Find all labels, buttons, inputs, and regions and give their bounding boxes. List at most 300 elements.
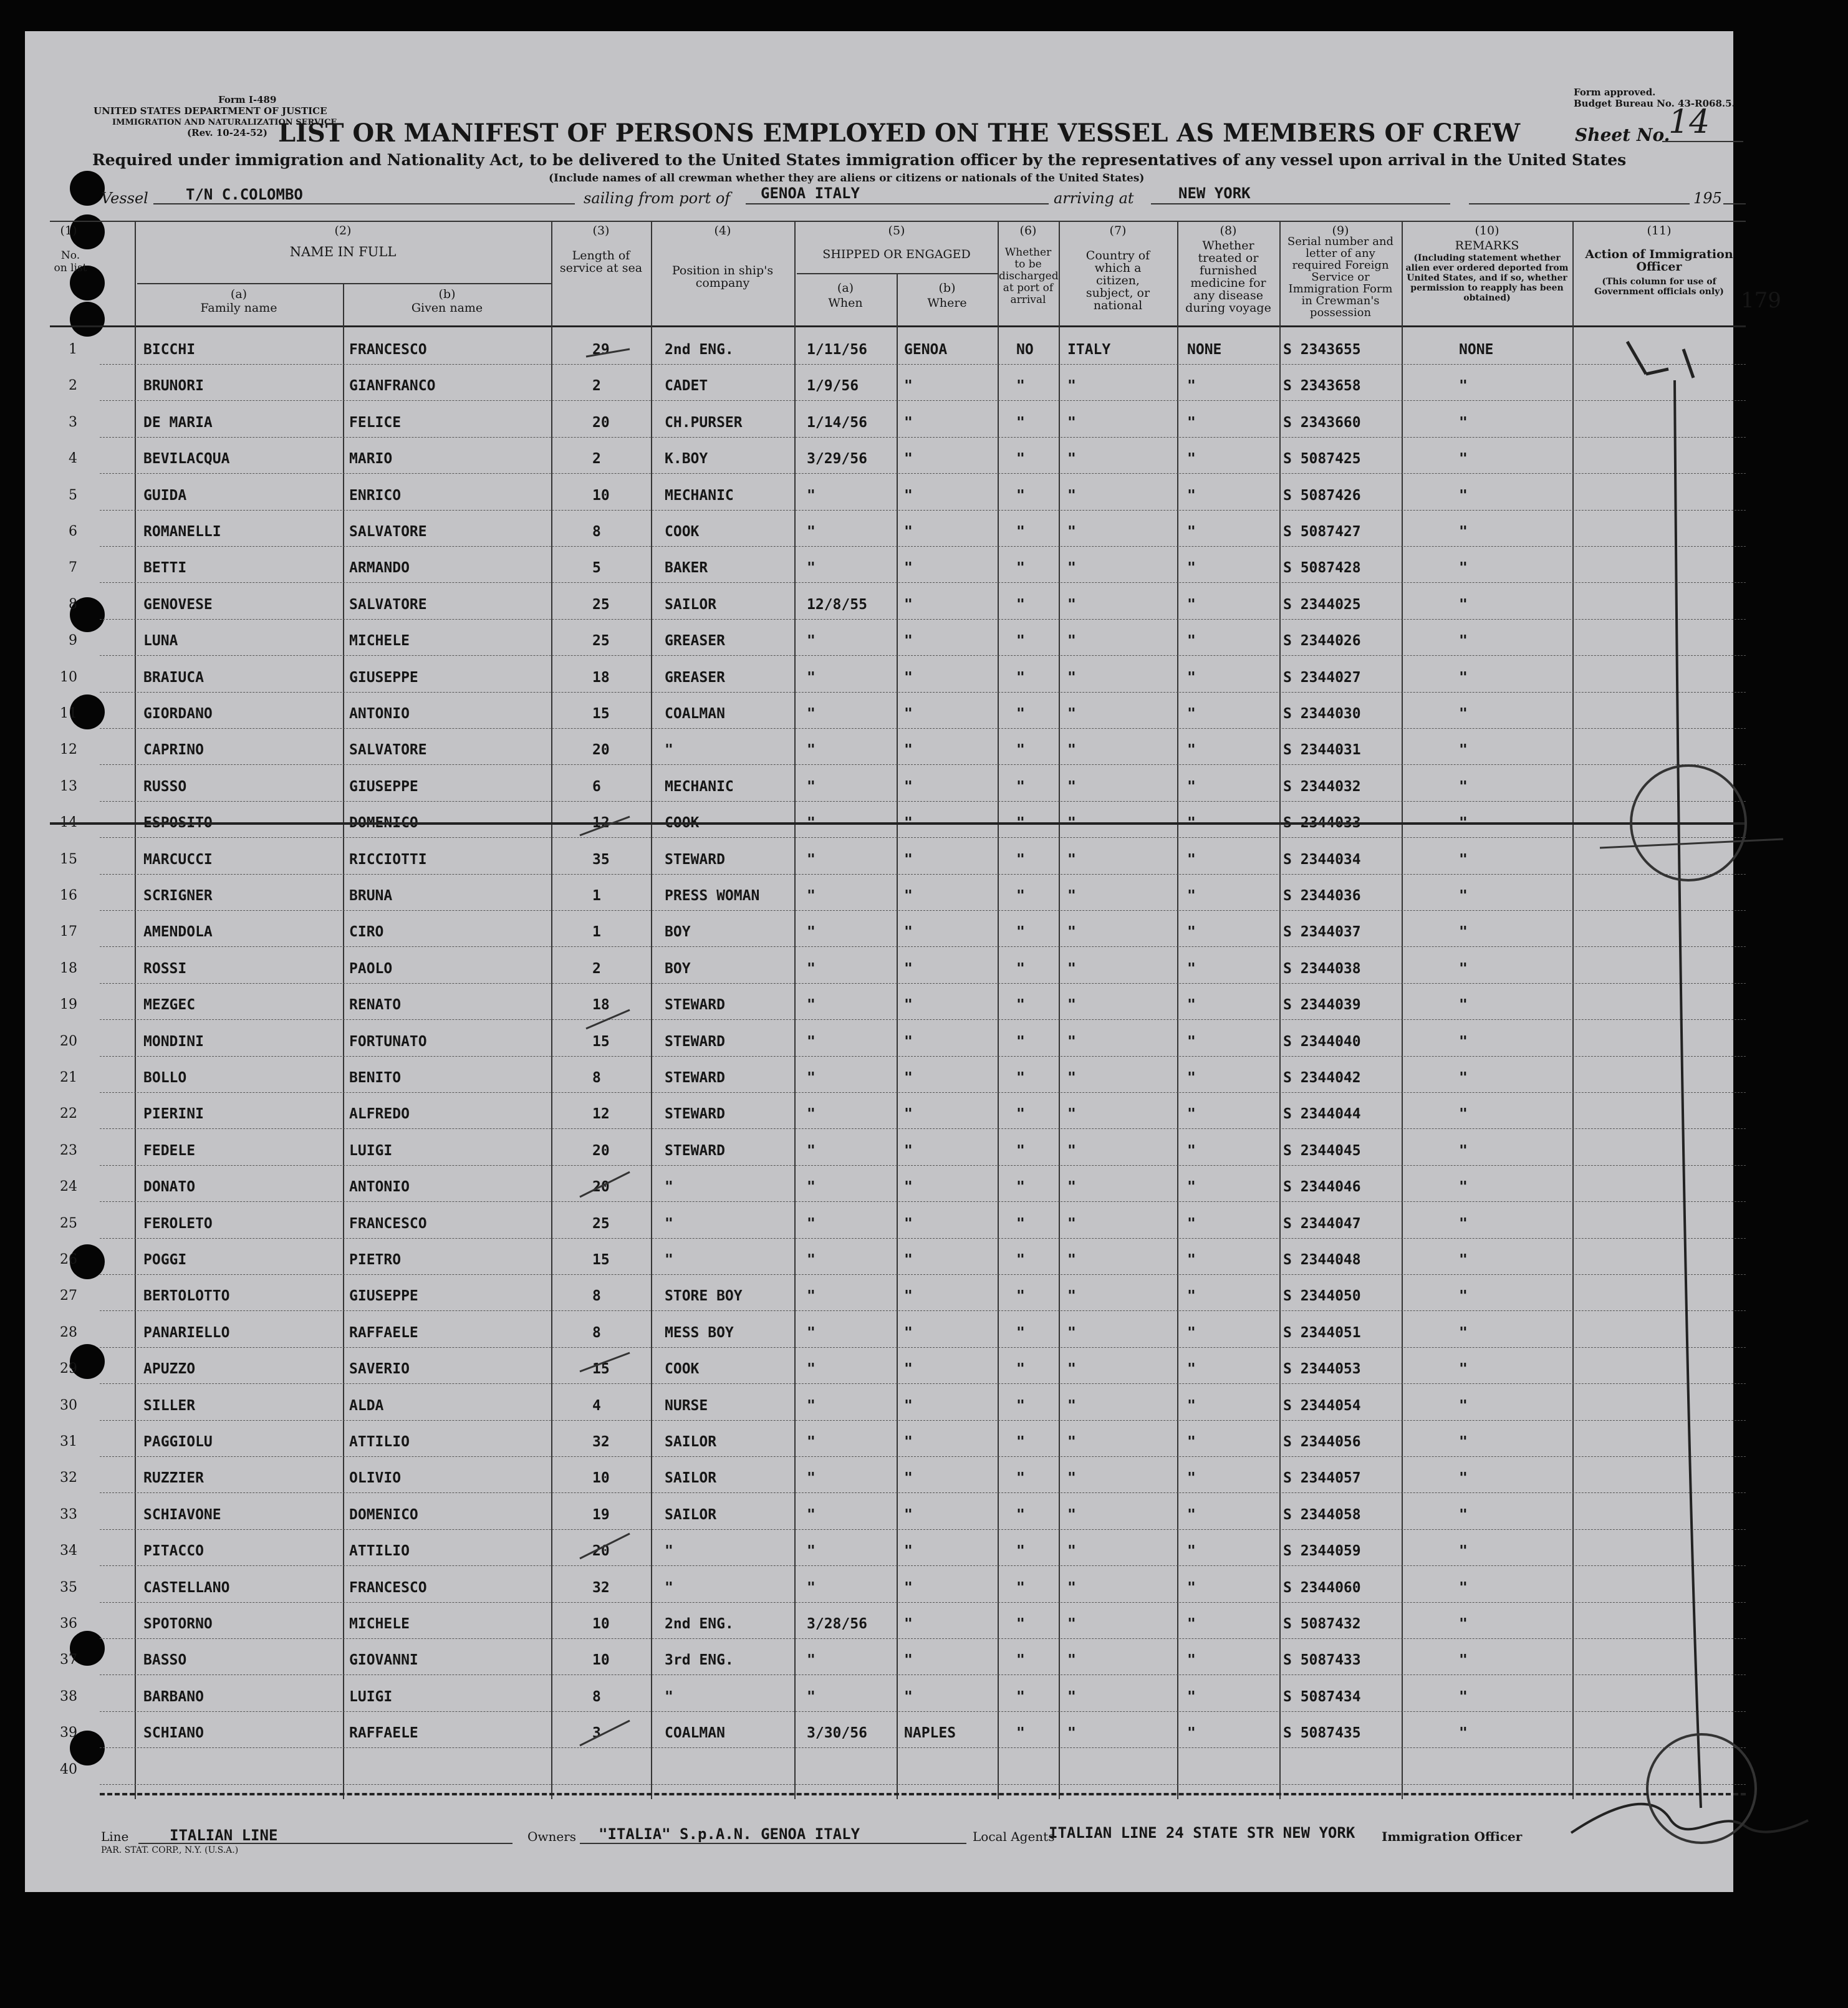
cell-given: RAFFAELE [349,1324,418,1341]
cell-discharged: " [1016,1179,1025,1196]
col-header-serial: Serial number and letter of any required Foreign Service or Immigration Form in Crewman's possession [1287,235,1394,319]
col-header-family-name: Family name [200,301,277,315]
cell-position: GREASER [665,669,725,686]
cell-serial: S 2344048 [1283,1252,1361,1268]
cell-given: CIRO [349,924,384,941]
cell-family: AMENDOLA [143,924,213,941]
cell-country: " [1067,414,1076,431]
line-name: ITALIAN LINE [170,1827,278,1844]
cell-given: MARIO [349,451,393,468]
row-number: 20 [60,1033,77,1049]
cell-when: 1/11/56 [807,342,867,358]
cell-years: 20 [592,1543,610,1560]
col-header-num: (11) [1647,224,1672,238]
cell-remarks: " [1459,669,1468,686]
cell-where: " [904,924,913,941]
cell-years: 3 [592,1725,601,1742]
cell-serial: S 2344042 [1283,1070,1361,1086]
cell-country: " [1067,851,1076,868]
cell-years: 8 [592,524,601,540]
row-number: 23 [60,1142,77,1158]
cell-discharged: " [1016,1361,1025,1378]
cell-discharged: " [1016,669,1025,686]
col-header-name: NAME IN FULL [289,244,397,259]
cell-family: PITACCO [143,1543,204,1560]
cell-discharged: " [1016,815,1025,832]
row-number: 16 [60,888,77,903]
cell-remarks: " [1459,1033,1468,1050]
cell-remarks: " [1459,378,1468,395]
row-number: 38 [60,1688,77,1704]
cell-family: BETTI [143,560,187,577]
cell-given: SALVATORE [349,524,427,540]
cell-family: PANARIELLO [143,1324,230,1341]
cell-family: CASTELLANO [143,1579,230,1596]
cell-remarks: " [1459,1215,1468,1232]
cell-position: BOY [665,960,691,977]
row-number: 27 [60,1288,77,1304]
cell-medicine: " [1187,960,1196,977]
cell-serial: S 2344040 [1283,1033,1361,1050]
sailing-label: sailing from port of [584,190,731,207]
cell-where: " [904,851,913,868]
cell-remarks: " [1459,1434,1468,1450]
cell-country: " [1067,596,1076,613]
cell-where: NAPLES [904,1725,956,1742]
cell-remarks: " [1459,451,1468,468]
cell-years: 10 [592,1652,610,1669]
cell-years: 1 [592,888,601,904]
cell-where: " [904,1252,913,1268]
cell-when: 3/29/56 [807,451,867,468]
cell-where: " [904,669,913,686]
cell-serial: S 2344050 [1283,1288,1361,1305]
cell-remarks: " [1459,1142,1468,1159]
cell-family: BERTOLOTTO [143,1288,230,1305]
budget-bureau: Budget Bureau No. 43-R068.5. [1574,98,1735,109]
row-number: 37 [60,1652,77,1668]
cell-discharged: " [1016,742,1025,759]
cell-position: STEWARD [665,1142,725,1159]
cell-discharged: NO [1016,342,1034,358]
cell-medicine: " [1187,524,1196,540]
cell-remarks: " [1459,1470,1468,1487]
cell-country: " [1067,669,1076,686]
cell-given: ANTONIO [349,1179,410,1196]
cell-family: ROMANELLI [143,524,221,540]
cell-position: STEWARD [665,997,725,1014]
cell-years: 12 [592,815,610,832]
cell-family: ROSSI [143,960,187,977]
cell-family: SCRIGNER [143,888,213,904]
cell-serial: S 2344034 [1283,851,1361,868]
row-number: 6 [69,524,77,539]
cell-medicine: " [1187,1215,1196,1232]
officer-label: Immigration Officer [1382,1829,1523,1844]
col-header-num: (4) [714,224,731,238]
cell-country: " [1067,1725,1076,1742]
cell-given: LUIGI [349,1688,393,1705]
cell-years: 15 [592,1033,610,1050]
cell-family: POGGI [143,1252,187,1268]
cell-where: " [904,1179,913,1196]
cell-serial: S 2344036 [1283,888,1361,904]
cell-position: " [665,1579,673,1596]
cell-when: " [807,1397,816,1414]
cell-medicine: " [1187,596,1196,613]
row-number: 3 [69,414,77,430]
cell-years: 32 [592,1434,610,1450]
cell-remarks: " [1459,1106,1468,1123]
cell-given: GIOVANNI [349,1652,418,1669]
cell-position: COOK [665,1361,700,1378]
cell-country: " [1067,451,1076,468]
cell-country: " [1067,1506,1076,1523]
cell-family: SCHIANO [143,1725,204,1742]
cell-when: " [807,1252,816,1268]
cell-discharged: " [1016,1033,1025,1050]
cell-given: SALVATORE [349,742,427,759]
row-number: 26 [60,1252,77,1267]
cell-where: " [904,1106,913,1123]
cell-serial: S 2344056 [1283,1434,1361,1450]
cell-discharged: " [1016,851,1025,868]
cell-given: DOMENICO [349,1506,418,1523]
cell-family: BRAIUCA [143,669,204,686]
cell-serial: S 5087428 [1283,560,1361,577]
tally-mark [580,349,630,1746]
arriving-label: arriving at [1054,190,1134,207]
col-header-country: Country of which a citizen, subject, or national [1085,249,1150,312]
cell-position: " [665,1179,673,1196]
cell-where: " [904,378,913,395]
cell-given: RAFFAELE [349,1725,418,1742]
cell-country: " [1067,487,1076,504]
cell-where: " [904,960,913,977]
cell-remarks: " [1459,596,1468,613]
cell-serial: S 2343655 [1283,342,1361,358]
cell-country: " [1067,1688,1076,1705]
row-number: 14 [60,815,77,831]
cell-where: " [904,742,913,759]
cell-position: SAILOR [665,1506,717,1523]
cell-years: 10 [592,1470,610,1487]
col-header-service: Length of service at sea [559,249,643,275]
cell-remarks: " [1459,1252,1468,1268]
cell-given: ENRICO [349,487,402,504]
cell-years: 18 [592,997,610,1014]
row-number: 34 [60,1543,77,1559]
cell-given: FELICE [349,414,402,431]
vessel-label: Vessel [101,190,148,207]
row-number: 33 [60,1506,77,1522]
cell-medicine: " [1187,1397,1196,1414]
cell-family: MONDINI [143,1033,204,1050]
cell-country: " [1067,960,1076,977]
cell-when: " [807,669,816,686]
cell-medicine: " [1187,669,1196,686]
cell-family: DE MARIA [143,414,213,431]
revision: (Rev. 10-24-52) [187,127,267,138]
cell-where: " [904,1324,913,1341]
cell-given: SAVERIO [349,1361,410,1378]
cell-serial: S 2344037 [1283,924,1361,941]
cell-medicine: " [1187,1252,1196,1268]
cell-where: " [904,1033,913,1050]
cell-country: " [1067,378,1076,395]
cell-country: " [1067,924,1076,941]
cell-medicine: " [1187,1616,1196,1632]
cell-family: GIORDANO [143,706,213,722]
row-number: 36 [60,1616,77,1631]
cell-remarks: " [1459,633,1468,650]
cell-years: 20 [592,1142,610,1159]
cell-given: ALFREDO [349,1106,410,1123]
form-title: LIST OR MANIFEST OF PERSONS EMPLOYED ON THE VESSEL AS MEMBERS OF CREW [278,118,1521,148]
cell-years: 25 [592,596,610,613]
cell-given: ATTILIO [349,1543,410,1560]
cell-when: " [807,888,816,904]
year: 195 [1693,190,1722,207]
cell-country: " [1067,778,1076,795]
cell-years: 15 [592,706,610,722]
cell-serial: S 2344054 [1283,1397,1361,1414]
cell-family: CAPRINO [143,742,204,759]
cell-country: " [1067,1434,1076,1450]
cell-country: " [1067,524,1076,540]
cell-medicine: " [1187,1288,1196,1305]
cell-when: " [807,1579,816,1596]
col-header-sub: (a) [837,281,854,295]
cell-given: ALDA [349,1397,384,1414]
col-header-num: (10) [1475,224,1499,238]
cell-when: " [807,742,816,759]
cell-remarks: " [1459,778,1468,795]
cell-serial: S 5087435 [1283,1725,1361,1742]
cell-where: " [904,414,913,431]
cell-where: " [904,633,913,650]
col-header-when: When [828,296,863,310]
col-header-remarks: REMARKS [1455,239,1519,252]
cell-years: 25 [592,633,610,650]
col-header-given-name: Given name [411,301,483,315]
cell-when: " [807,1106,816,1123]
cell-family: PAGGIOLU [143,1434,213,1450]
cell-serial: S 2344057 [1283,1470,1361,1487]
cell-years: 4 [592,1397,601,1414]
cell-years: 2 [592,378,601,395]
cell-country: " [1067,1070,1076,1086]
cell-position: STEWARD [665,1106,725,1123]
cell-given: GIUSEPPE [349,1288,418,1305]
row-number: 30 [60,1397,77,1413]
cell-serial: S 2344039 [1283,997,1361,1014]
cell-remarks: " [1459,1361,1468,1378]
cell-when: " [807,1688,816,1705]
cell-family: LUNA [143,633,178,650]
cell-remarks: " [1459,1616,1468,1632]
cell-given: PIETRO [349,1252,402,1268]
cell-discharged: " [1016,1215,1025,1232]
cell-medicine: " [1187,1106,1196,1123]
cell-discharged: " [1016,414,1025,431]
cell-remarks: " [1459,997,1468,1014]
cell-position: COOK [665,524,700,540]
cell-serial: S 5087426 [1283,487,1361,504]
cell-family: BEVILACQUA [143,451,230,468]
cell-years: 29 [592,342,610,358]
cell-medicine: " [1187,414,1196,431]
cell-when: " [807,1288,816,1305]
row-number: 11 [60,706,77,721]
cell-country: " [1067,1543,1076,1560]
cell-position: CADET [665,378,708,395]
col-header-action: Action of Immigration Officer [1585,247,1733,274]
cell-where: " [904,815,913,832]
cell-medicine: " [1187,778,1196,795]
cell-given: FRANCESCO [349,1579,427,1596]
col-header-sub: (a) [230,287,248,301]
cell-family: RUZZIER [143,1470,204,1487]
row-number: 28 [60,1324,77,1340]
cell-country: " [1067,1215,1076,1232]
cell-remarks: " [1459,1579,1468,1596]
cell-when: " [807,1033,816,1050]
cell-where: " [904,1579,913,1596]
cell-serial: S 2344060 [1283,1579,1361,1596]
col-header-list-no: No. on list [54,249,87,274]
cell-country: " [1067,1106,1076,1123]
cell-remarks: " [1459,524,1468,540]
cell-discharged: " [1016,1506,1025,1523]
cell-where: " [904,1616,913,1632]
cell-when: 3/28/56 [807,1616,867,1632]
row-number: 35 [60,1579,77,1595]
consulate-seal-stamp [1646,1733,1757,1844]
cell-where: " [904,451,913,468]
cell-when: " [807,524,816,540]
cell-given: DOMENICO [349,815,418,832]
cell-remarks: " [1459,851,1468,868]
port-of-sailing: GENOA ITALY [761,185,860,202]
cell-family: BASSO [143,1652,187,1669]
cell-position: " [665,1215,673,1232]
cell-medicine: " [1187,1688,1196,1705]
cell-country: " [1067,815,1076,832]
cell-when: " [807,1506,816,1523]
cell-serial: S 2344027 [1283,669,1361,686]
cell-position: STEWARD [665,1033,725,1050]
cell-when: " [807,960,816,977]
cell-given: ANTONIO [349,706,410,722]
cell-country: " [1067,1252,1076,1268]
cell-country: " [1067,997,1076,1014]
cell-when: " [807,1215,816,1232]
cell-discharged: " [1016,1688,1025,1705]
cell-discharged: " [1016,1288,1025,1305]
cell-family: SCHIAVONE [143,1506,221,1523]
col-header-num: (6) [1019,224,1037,238]
form-note: (Include names of all crewman whether they are aliens or citizens or nationals of the United States) [549,172,1145,185]
cell-years: 8 [592,1288,601,1305]
cell-discharged: " [1016,1579,1025,1596]
cell-where: " [904,778,913,795]
cell-serial: S 2344030 [1283,706,1361,722]
cell-where: " [904,1434,913,1450]
cell-when: " [807,1361,816,1378]
cell-position: 2nd ENG. [665,342,734,358]
cell-serial: S 5087427 [1283,524,1361,540]
cell-medicine: " [1187,560,1196,577]
cell-country: " [1067,1179,1076,1196]
cell-given: GIUSEPPE [349,778,418,795]
cell-where: " [904,560,913,577]
cell-medicine: " [1187,451,1196,468]
cell-position: COALMAN [665,706,725,722]
cell-when: " [807,778,816,795]
cell-given: SALVATORE [349,596,427,613]
cell-where: " [904,997,913,1014]
cell-position: SAILOR [665,1470,717,1487]
cell-family: SILLER [143,1397,196,1414]
cell-given: FORTUNATO [349,1033,427,1050]
cell-position: " [665,1543,673,1560]
cell-when: 12/8/55 [807,596,867,613]
cell-remarks: " [1459,1688,1468,1705]
cell-medicine: " [1187,851,1196,868]
cell-years: 15 [592,1252,610,1268]
cell-medicine: " [1187,1652,1196,1669]
cell-medicine: " [1187,487,1196,504]
cell-remarks: NONE [1459,342,1494,358]
cell-medicine: " [1187,1361,1196,1378]
cell-country: " [1067,888,1076,904]
col-header-action-note: (This column for use of Government officials only) [1594,277,1724,297]
row-number: 31 [60,1434,77,1449]
cell-remarks: " [1459,1179,1468,1196]
cell-medicine: " [1187,1506,1196,1523]
row-number: 18 [60,960,77,976]
cell-when: " [807,1324,816,1341]
cell-family: ESPOSITO [143,815,213,832]
cell-medicine: NONE [1187,342,1222,358]
cell-position: NURSE [665,1397,708,1414]
cell-discharged: " [1016,524,1025,540]
col-header-discharged: Whether to be discharged at port of arrival [999,246,1059,306]
row-number: 32 [60,1470,77,1486]
col-header-position: Position in ship's company [671,264,774,290]
cell-when: " [807,1142,816,1159]
cell-serial: S 2344053 [1283,1361,1361,1378]
cell-position: " [665,742,673,759]
cell-when: " [807,560,816,577]
cell-given: ARMANDO [349,560,410,577]
cell-when: " [807,1179,816,1196]
cell-serial: S 5087434 [1283,1688,1361,1705]
cell-when: " [807,1434,816,1450]
col-header-shipped: SHIPPED OR ENGAGED [822,247,971,261]
cell-position: GREASER [665,633,725,650]
col-header-num: (3) [592,224,610,238]
row-number: 1 [69,342,77,357]
col-header-num: (9) [1332,224,1349,238]
cell-discharged: " [1016,1652,1025,1669]
col-header-num: (7) [1109,224,1127,238]
cell-given: MICHELE [349,1616,410,1632]
cell-country: " [1067,1470,1076,1487]
cell-medicine: " [1187,1725,1196,1742]
cell-medicine: " [1187,742,1196,759]
